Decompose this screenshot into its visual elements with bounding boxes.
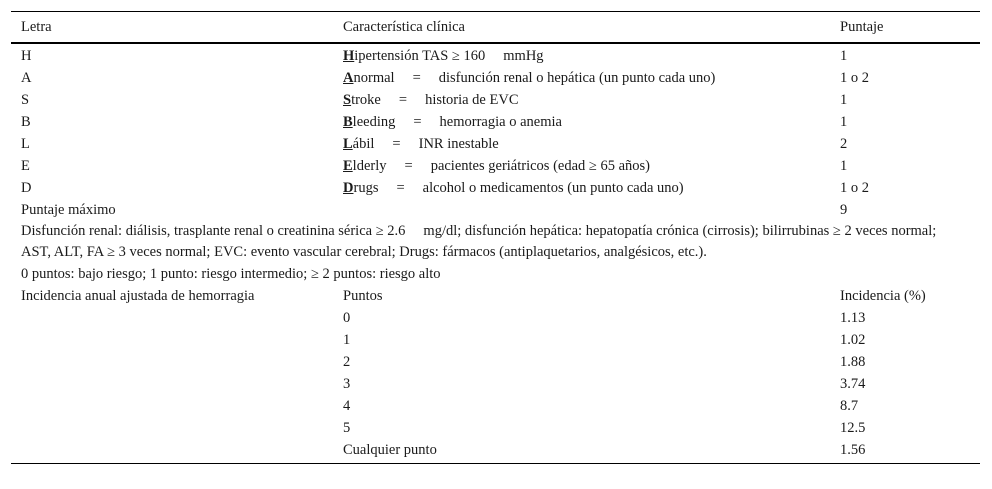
feature-description: disfunción renal o hepática (un punto cada uno)	[438, 70, 716, 86]
equals-sign: =	[413, 114, 422, 130]
row-feature	[343, 111, 562, 133]
incidence-header-row	[11, 285, 980, 307]
incidence-value: 1.88	[840, 354, 866, 370]
incidence-value: 3.74	[840, 376, 866, 392]
max-score-label: Puntaje máximo	[21, 202, 116, 218]
row-letter: B	[21, 114, 31, 130]
table-row	[11, 155, 980, 177]
feature-term: rugs	[353, 180, 379, 196]
feature-description: alcohol o medicamentos (un punto cada uno)	[422, 180, 684, 196]
incidence-value: 1.02	[840, 332, 866, 348]
feature-term: ábil	[352, 136, 375, 152]
row-score: 1 o 2	[840, 70, 869, 86]
row-feature	[343, 133, 499, 155]
max-score-value: 9	[840, 202, 848, 218]
row-letter: E	[21, 158, 30, 174]
initial-letter: E	[343, 158, 353, 174]
incidence-points: 0	[343, 310, 351, 326]
row-score: 2	[840, 136, 848, 152]
feature-term: lderly	[352, 158, 387, 174]
incidence-label: Incidencia anual ajustada de hemorragia	[21, 288, 255, 304]
incidence-points: 2	[343, 354, 351, 370]
incidence-row	[11, 395, 980, 417]
incidence-points: 1	[343, 332, 351, 348]
points-header: Puntos	[343, 288, 383, 304]
row-score: 1	[840, 48, 848, 64]
row-feature	[343, 89, 519, 111]
incidence-value: 1.56	[840, 442, 866, 458]
table-row	[11, 111, 980, 133]
feature-description: mmHg	[503, 48, 544, 64]
max-score-row	[11, 199, 980, 221]
row-letter: L	[21, 136, 30, 152]
feature-term: leeding	[352, 114, 396, 130]
feature-description: INR inestable	[418, 136, 499, 152]
row-letter: S	[21, 92, 30, 108]
row-letter: A	[21, 70, 32, 86]
header-letter: Letra	[21, 19, 52, 35]
incidence-header: Incidencia (%)	[840, 288, 926, 304]
row-feature	[343, 45, 544, 67]
initial-letter: H	[343, 48, 355, 64]
row-score: 1	[840, 114, 848, 130]
feature-term: troke	[351, 92, 381, 108]
equals-sign: =	[398, 92, 408, 108]
incidence-row	[11, 351, 980, 373]
row-letter: H	[21, 48, 32, 64]
initial-letter: S	[343, 92, 352, 108]
incidence-row	[11, 307, 980, 329]
equals-sign: =	[396, 180, 405, 196]
row-score: 1	[840, 158, 848, 174]
initial-letter: L	[343, 136, 353, 152]
table-row	[11, 89, 980, 111]
incidence-row	[11, 417, 980, 439]
table-header-row	[11, 12, 980, 44]
footnote-part-1: Disfunción renal: diálisis, trasplante renal o creatinina sérica ≥ 2.6	[21, 223, 406, 239]
incidence-row	[11, 439, 980, 461]
incidence-value: 8.7	[840, 398, 859, 414]
initial-letter: A	[343, 70, 354, 86]
equals-sign: =	[412, 70, 421, 86]
table-row	[11, 133, 980, 155]
table-row	[11, 45, 980, 67]
incidence-points: 5	[343, 420, 351, 436]
feature-term: normal	[353, 70, 395, 86]
feature-description: historia de EVC	[425, 92, 519, 108]
row-score: 1 o 2	[840, 180, 869, 196]
feature-term: ipertensión TAS ≥ 160	[354, 48, 486, 64]
row-letter: D	[21, 180, 32, 196]
incidence-points: Cualquier punto	[343, 442, 437, 458]
row-feature	[343, 155, 650, 177]
incidence-points: 3	[343, 376, 351, 392]
equals-sign: =	[392, 136, 401, 152]
row-feature	[343, 67, 715, 89]
initial-letter: D	[343, 180, 354, 196]
header-score: Puntaje	[840, 19, 884, 35]
feature-description: pacientes geriátricos (edad ≥ 65 años)	[430, 158, 651, 174]
initial-letter: B	[343, 114, 353, 130]
table-row	[11, 67, 980, 89]
has-bled-table	[11, 11, 980, 464]
equals-sign: =	[404, 158, 413, 174]
footnote-definitions	[11, 221, 980, 263]
footnote-part-2: mg/dl; disfunción hepática: hepatopatía crónica (cirrosis); bilirrubinas ≥ 2 veces normal; AST, ALT, FA ≥ 3 veces normal; EVC: evento vascular cerebral; Drugs: fármacos (antiplaquetarios, analgésicos, etc.).	[21, 223, 937, 260]
row-score: 1	[840, 92, 848, 108]
row-feature	[343, 177, 684, 199]
incidence-row	[11, 329, 980, 351]
feature-description: hemorragia o anemia	[439, 114, 562, 130]
risk-note: 0 puntos: bajo riesgo; 1 punto: riesgo intermedio; ≥ 2 puntos: riesgo alto	[21, 266, 441, 282]
incidence-points: 4	[343, 398, 351, 414]
incidence-row	[11, 373, 980, 395]
incidence-value: 1.13	[840, 310, 866, 326]
header-clinical-feature: Característica clínica	[343, 19, 465, 35]
table-row	[11, 177, 980, 199]
incidence-value: 12.5	[840, 420, 866, 436]
